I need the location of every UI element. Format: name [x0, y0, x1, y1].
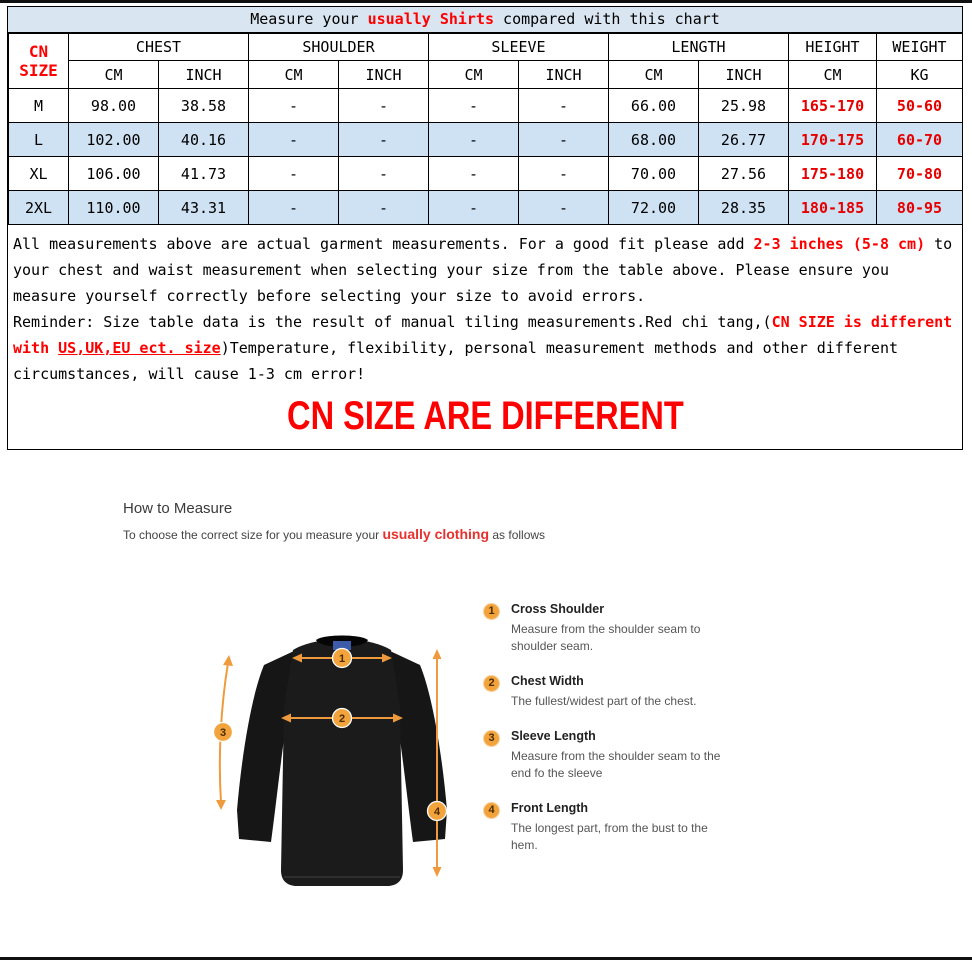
shoulder-inch-cell: -	[339, 123, 429, 157]
note-highlight-regions: US,UK,EU ect. size	[58, 339, 221, 357]
shoulder-inch-cell: -	[339, 89, 429, 123]
svg-text:4: 4	[433, 806, 441, 818]
size-chart-table	[8, 33, 963, 225]
sleeve-cm-cell: -	[429, 89, 519, 123]
table-row	[9, 123, 963, 157]
cn-size-corner-cell	[9, 34, 69, 89]
sleeve-cm-cell: -	[429, 157, 519, 191]
cn-label: CN	[28, 42, 49, 61]
how-to-measure-heading: How to Measure	[123, 500, 233, 517]
size-chart-panel	[7, 6, 963, 450]
unit-header: CM	[609, 61, 699, 89]
legend-title: Sleeve Length	[511, 729, 596, 743]
note-text: to your chest and waist measurement when selecting your size from the table above. Please ensure you measure yourself correctly before selecting your size to avoid errors.	[13, 235, 953, 305]
shoulder-inch-cell: -	[339, 191, 429, 225]
shirt-illustration	[197, 606, 487, 906]
height-cell: 175-180	[789, 157, 877, 191]
unit-header: CM	[69, 61, 159, 89]
svg-text:2: 2	[338, 713, 346, 725]
note-paragraph-reminder	[13, 309, 954, 387]
list-item	[483, 602, 735, 655]
note-highlight-inches: 2-3 inches (5-8 cm)	[753, 235, 926, 253]
size-cell: XL	[9, 157, 69, 191]
column-header-chest: CHEST	[69, 34, 249, 61]
chest-cm-cell: 102.00	[69, 123, 159, 157]
chart-title-prefix: Measure your	[250, 10, 368, 28]
legend-title: Cross Shoulder	[511, 602, 605, 616]
length-inch-cell: 26.77	[699, 123, 789, 157]
chest-cm-cell: 106.00	[69, 157, 159, 191]
table-unit-header-row	[9, 61, 963, 89]
sleeve-cm-cell: -	[429, 123, 519, 157]
legend-title: Chest Width	[511, 674, 584, 688]
unit-header: KG	[877, 61, 963, 89]
legend-description: The fullest/widest part of the chest.	[511, 694, 697, 708]
legend-badge-1-icon: 1	[483, 603, 500, 620]
weight-cell: 80-95	[877, 191, 963, 225]
height-cell: 170-175	[789, 123, 877, 157]
column-header-sleeve: SLEEVE	[429, 34, 609, 61]
sleeve-inch-cell: -	[519, 191, 609, 225]
unit-header: INCH	[519, 61, 609, 89]
weight-cell: 50-60	[877, 89, 963, 123]
list-item	[483, 801, 735, 854]
size-cell: L	[9, 123, 69, 157]
length-cm-cell: 68.00	[609, 123, 699, 157]
sleeve-inch-cell: -	[519, 89, 609, 123]
top-border-bar	[0, 0, 972, 3]
legend-badge-4-icon: 4	[483, 802, 500, 819]
shoulder-cm-cell: -	[249, 157, 339, 191]
shoulder-inch-cell: -	[339, 157, 429, 191]
weight-cell: 70-80	[877, 157, 963, 191]
length-inch-cell: 28.35	[699, 191, 789, 225]
note-text: )Temperature, flexibility, personal measurement methods and other different circumstances, will cause 1-3 cm error!	[13, 339, 899, 383]
length-inch-cell: 25.98	[699, 89, 789, 123]
chest-inch-cell: 38.58	[159, 89, 249, 123]
size-label: SIZE	[19, 61, 58, 80]
column-header-shoulder: SHOULDER	[249, 34, 429, 61]
column-header-weight: WEIGHT	[877, 34, 963, 61]
unit-header: CM	[249, 61, 339, 89]
chart-title-highlight: usually Shirts	[367, 10, 495, 28]
height-cell: 180-185	[789, 191, 877, 225]
unit-header: CM	[789, 61, 877, 89]
length-cm-cell: 66.00	[609, 89, 699, 123]
chest-inch-cell: 40.16	[159, 123, 249, 157]
height-cell: 165-170	[789, 89, 877, 123]
length-cm-cell: 72.00	[609, 191, 699, 225]
legend-description: Measure from the shoulder seam to the end fo the sleeve	[511, 749, 721, 780]
svg-text:3: 3	[219, 727, 227, 739]
chart-title-suffix: compared with this chart	[494, 10, 720, 28]
how-to-measure-subtitle	[123, 526, 545, 542]
sleeve-cm-cell: -	[429, 191, 519, 225]
legend-badge-3-icon: 3	[483, 730, 500, 747]
chart-title	[8, 7, 962, 33]
size-cell: 2XL	[9, 191, 69, 225]
sleeve-inch-cell: -	[519, 157, 609, 191]
table-row	[9, 89, 963, 123]
unit-header: INCH	[339, 61, 429, 89]
table-group-header-row	[9, 34, 963, 61]
bottom-border-bar	[0, 957, 972, 960]
measure-legend	[483, 602, 735, 854]
svg-text:1: 1	[338, 653, 346, 665]
note-text: Reminder: Size table data is the result of manual tiling measurements.Red chi tang,(	[13, 313, 772, 331]
shoulder-cm-cell: -	[249, 89, 339, 123]
note-paragraph-fit	[13, 231, 954, 309]
chest-inch-cell: 43.31	[159, 191, 249, 225]
weight-cell: 60-70	[877, 123, 963, 157]
unit-header: CM	[429, 61, 519, 89]
note-highlight-cn-size: CN SIZE is different with	[13, 313, 953, 357]
list-item	[483, 729, 735, 782]
sleeve-inch-cell: -	[519, 123, 609, 157]
column-header-height: HEIGHT	[789, 34, 877, 61]
legend-description: The longest part, from the bust to the hem.	[511, 821, 708, 852]
legend-title: Front Length	[511, 801, 589, 815]
legend-badge-2-icon: 2	[483, 675, 500, 692]
length-cm-cell: 70.00	[609, 157, 699, 191]
shirt-body	[281, 639, 403, 886]
legend-description: Measure from the shoulder seam to shoulder seam.	[511, 622, 701, 653]
measurement-notes	[8, 225, 962, 387]
cn-size-banner	[8, 387, 962, 449]
table-row	[9, 157, 963, 191]
unit-header: INCH	[699, 61, 789, 89]
size-cell: M	[9, 89, 69, 123]
subtitle-highlight: usually clothing	[382, 526, 490, 542]
cn-size-banner-text: CN SIZE ARE DIFFERENT	[286, 393, 684, 438]
shoulder-cm-cell: -	[249, 191, 339, 225]
sleeve-length-arrow-icon	[214, 655, 234, 810]
unit-header: INCH	[159, 61, 249, 89]
subtitle-suffix: as follows	[489, 528, 546, 542]
chest-inch-cell: 41.73	[159, 157, 249, 191]
list-item	[483, 674, 735, 710]
table-row	[9, 191, 963, 225]
length-inch-cell: 27.56	[699, 157, 789, 191]
column-header-length: LENGTH	[609, 34, 789, 61]
subtitle-prefix: To choose the correct size for you measure your	[123, 528, 383, 542]
chest-cm-cell: 98.00	[69, 89, 159, 123]
shoulder-cm-cell: -	[249, 123, 339, 157]
note-text: All measurements above are actual garment measurements. For a good fit please add	[13, 235, 754, 253]
chest-cm-cell: 110.00	[69, 191, 159, 225]
